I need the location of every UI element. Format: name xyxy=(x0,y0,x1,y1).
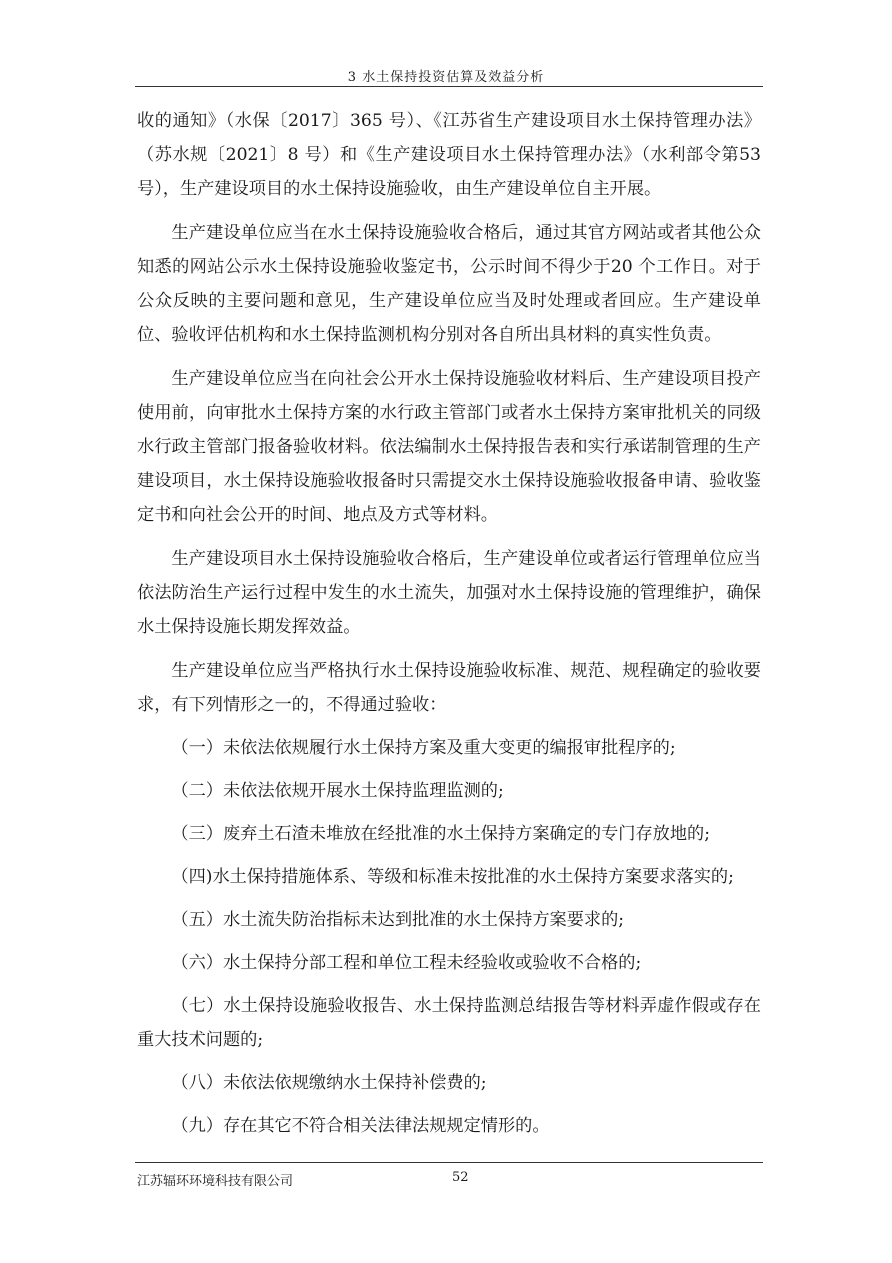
footer-company: 江苏辐环环境科技有限公司 xyxy=(137,1174,294,1189)
document-body xyxy=(137,104,761,1152)
list-item: （一）未依法依规履行水土保持方案及重大变更的编报审批程序的; xyxy=(171,738,676,758)
paragraph: 生产建设单位应当严格执行水土保持设施验收标准、规范、规程确定的验收要求，有下列情形之一的，不得通过验收： xyxy=(137,661,761,715)
paragraph: 生产建设单位应当在水土保持设施验收合格后，通过其官方网站或者其他公众知悉的网站公示水土保持设施验收鉴定书，公示时间不得少于20 个工作日。对于公众反映的主要问题和意见，生产建设单位应当及时处理或者回应。生产建设单位、验收评估机构和水土保持监测机构分别对各自所出具材料的真实性负责。 xyxy=(137,223,761,345)
list-item: （四)水土保持措施体系、等级和标准未按批准的水土保持方案要求落实的; xyxy=(171,867,734,887)
list-item: （二）未依法依规开展水土保持监理监测的; xyxy=(171,781,504,801)
header-divider xyxy=(135,86,763,87)
list-item: （三）废弃土石渣未堆放在经批准的水土保持方案确定的专门存放地的; xyxy=(171,824,710,844)
paragraph-continued: 收的通知》（水保〔2017〕365 号）、《江苏省生产建设项目水土保持管理办法》（苏水规〔2021〕8 号）和《生产建设项目水土保持管理办法》（水利部令第53号），生产建设项目的水土保持设施验收，由生产建设单位自主开展。 xyxy=(137,111,761,199)
list-item: （八）未依法依规缴纳水土保持补偿费的; xyxy=(171,1073,487,1093)
paragraph: 生产建设单位应当在向社会公开水土保持设施验收材料后、生产建设项目投产使用前，向审批水土保持方案的水行政主管部门或者水土保持方案审批机关的同级水行政主管部门报备验收材料。依法编制水土保持报告表和实行承诺制管理的生产建设项目，水土保持设施验收报备时只需提交水土保持设施验收报备申请、验收鉴定书和向社会公开的时间、地点及方式等材料。 xyxy=(137,369,761,525)
list-item: （九）存在其它不符合相关法律法规规定情形的。 xyxy=(171,1116,550,1136)
footer-divider xyxy=(135,1162,763,1163)
condition-list xyxy=(137,731,761,1143)
list-item: （七）水土保持设施验收报告、水土保持监测总结报告等材料弄虚作假或存在重大技术问题的; xyxy=(137,996,761,1050)
paragraph: 生产建设项目水土保持设施验收合格后，生产建设单位或者运行管理单位应当依法防治生产运行过程中发生的水土流失，加强对水土保持设施的管理维护，确保水土保持设施长期发挥效益。 xyxy=(137,549,761,637)
page-number: 52 xyxy=(452,1170,469,1185)
list-item: （五）水土流失防治指标未达到批准的水土保持方案要求的; xyxy=(171,910,625,930)
list-item: （六）水土保持分部工程和单位工程未经验收或验收不合格的; xyxy=(171,953,642,973)
header-title: 3 水土保持投资估算及效益分析 xyxy=(347,70,545,85)
